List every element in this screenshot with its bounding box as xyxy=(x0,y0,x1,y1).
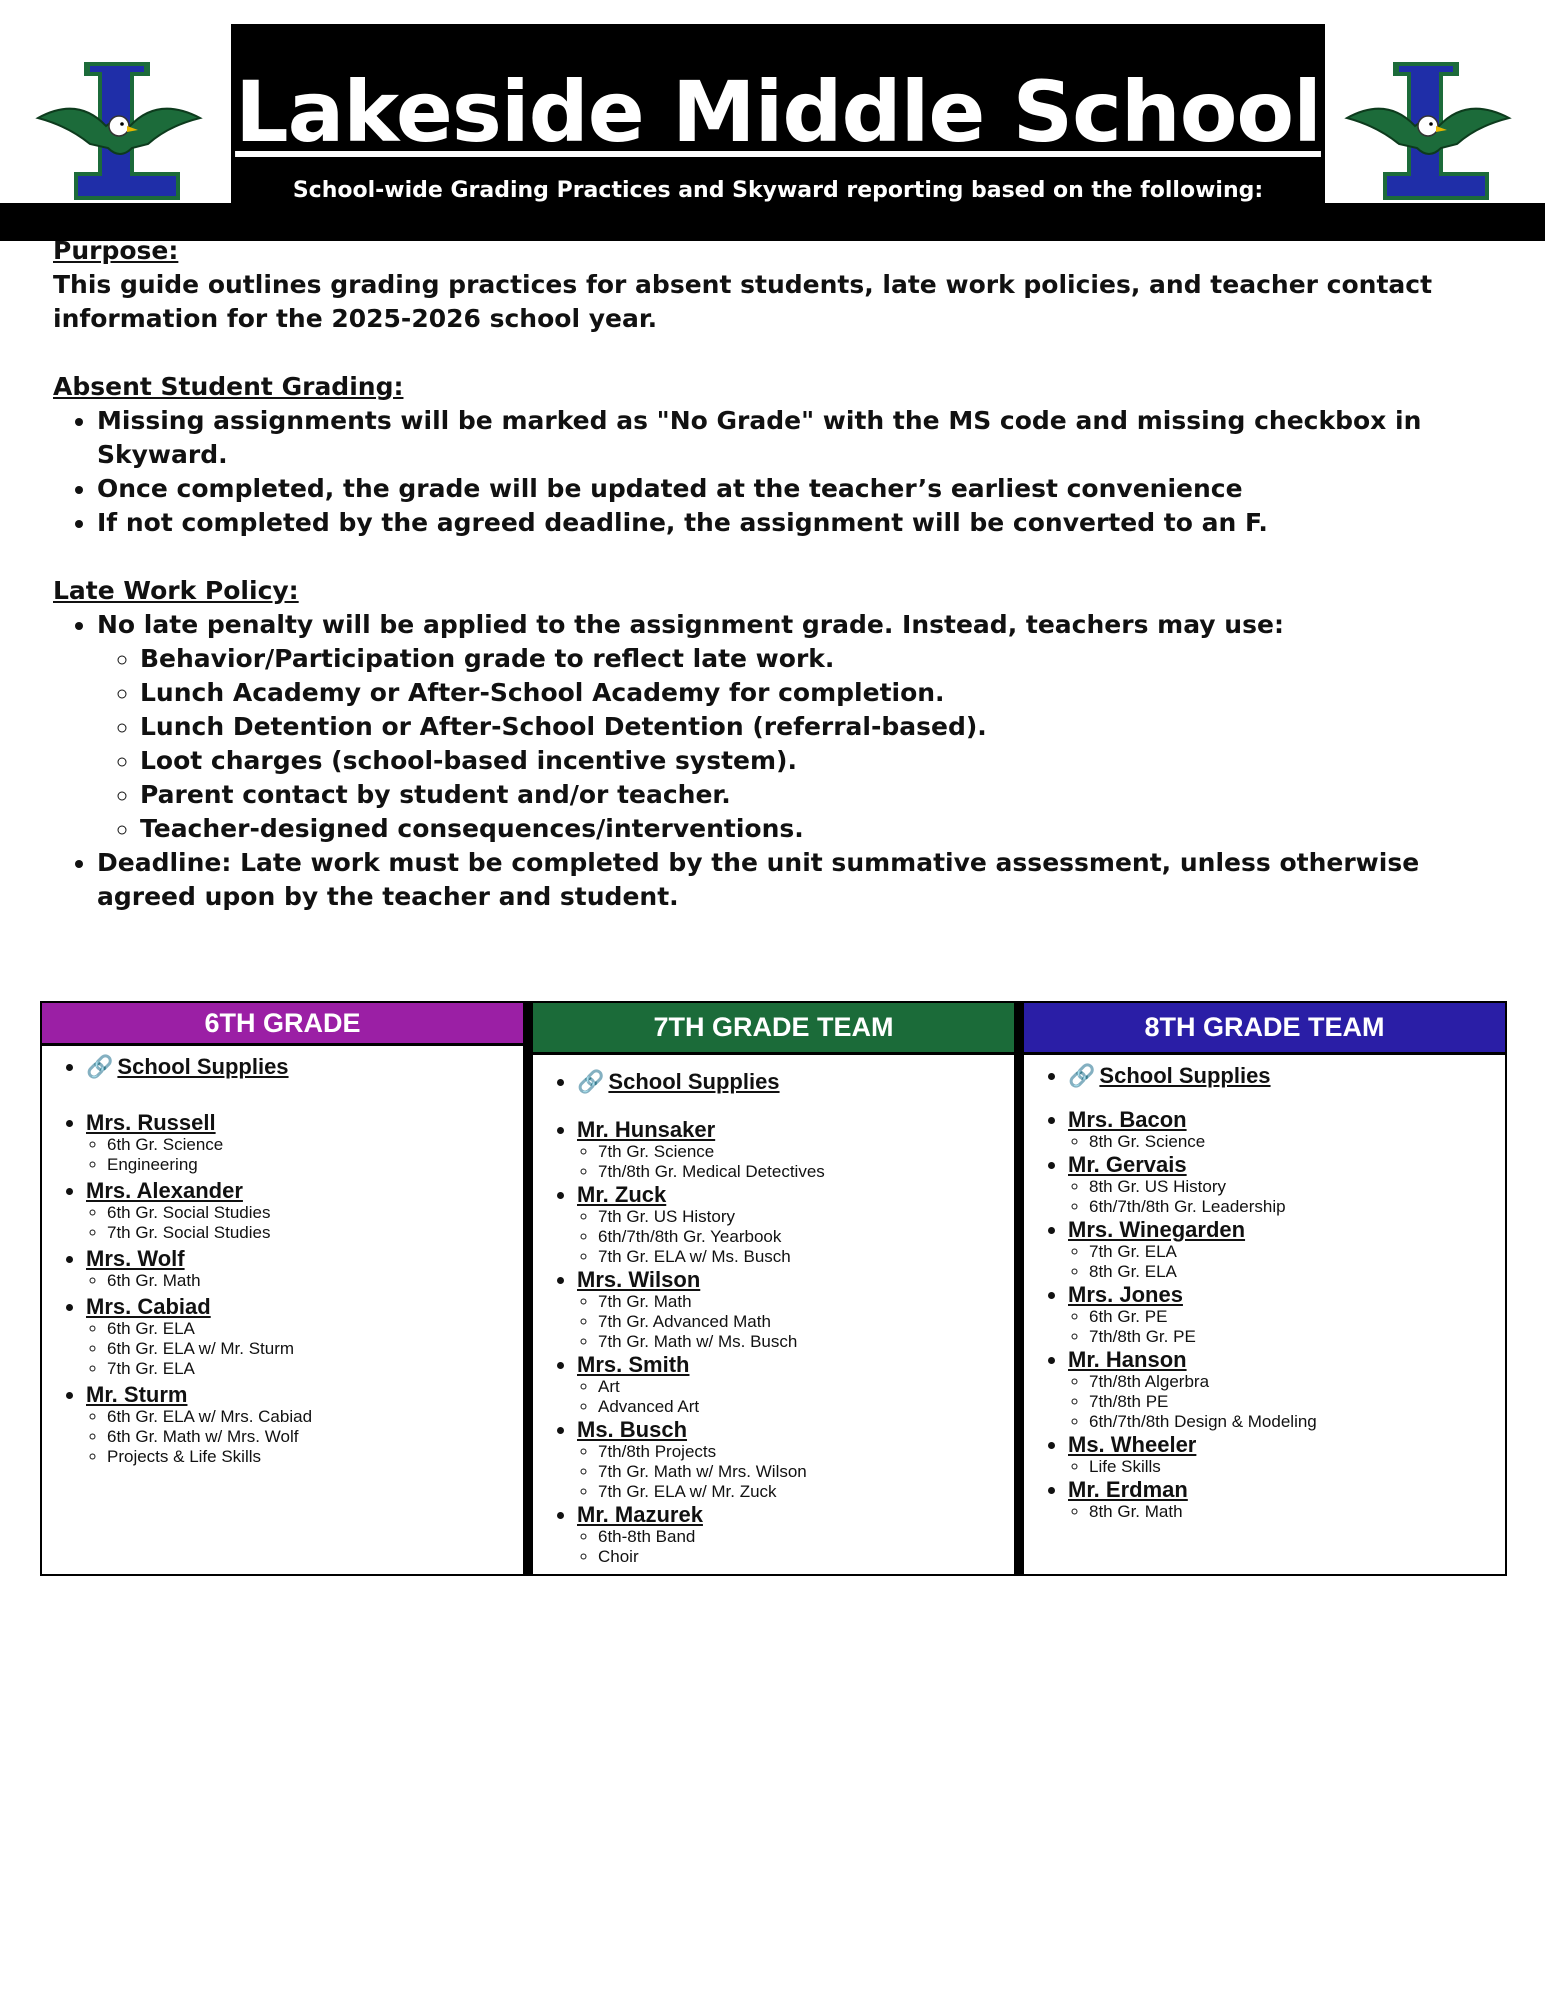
class-item: ◦ 6th/7th/8th Design & Modeling xyxy=(1089,1412,1495,1432)
class-item: ◦ 7th Gr. ELA w/ Mr. Zuck xyxy=(598,1482,1004,1502)
teacher-item xyxy=(577,1417,1004,1502)
grade-teams-table xyxy=(40,1001,1507,1576)
class-item: ◦ 7th Gr. Math xyxy=(598,1292,1004,1312)
class-item: ◦ 7th Gr. Social Studies xyxy=(107,1223,513,1243)
page-title: Lakeside Middle School xyxy=(235,63,1321,161)
teacher-item xyxy=(86,1246,513,1291)
teacher-name-link[interactable]: Mr. Gervais xyxy=(1068,1152,1187,1177)
class-item: ◦ 7th/8th Gr. PE xyxy=(1089,1327,1495,1347)
class-item: ◦ 6th-8th Band xyxy=(598,1527,1004,1547)
class-item: ◦ 7th/8th PE xyxy=(1089,1392,1495,1412)
grade-6-column xyxy=(42,1003,525,1574)
class-item: ◦ 8th Gr. ELA xyxy=(1089,1262,1495,1282)
teacher-name-link[interactable]: Mrs. Alexander xyxy=(86,1178,243,1203)
class-item: ◦ 6th Gr. Math xyxy=(107,1271,513,1291)
teacher-item xyxy=(1068,1217,1495,1282)
late-heading: Late Work Policy: xyxy=(53,576,299,605)
list-item: ◦ Teacher-designed consequences/interventions. xyxy=(140,812,1513,846)
class-item: ◦ 6th Gr. Social Studies xyxy=(107,1203,513,1223)
class-item: ◦ Life Skills xyxy=(1089,1457,1495,1477)
school-supplies-link[interactable] xyxy=(1068,1063,1495,1089)
list-item: ◦ Lunch Academy or After-School Academy for completion. xyxy=(140,676,1513,710)
purpose-text: This guide outlines grading practices for absent students, late work policies, and teacher contact information for the 2025-2026 school year. xyxy=(53,270,1433,333)
teacher-item xyxy=(1068,1432,1495,1477)
school-supplies-link[interactable] xyxy=(577,1069,1004,1095)
link-icon: 🔗 xyxy=(1068,1063,1096,1088)
list-item xyxy=(97,608,1513,846)
teacher-item xyxy=(577,1352,1004,1417)
class-item: ◦ 6th Gr. ELA w/ Mr. Sturm xyxy=(107,1339,513,1359)
school-supplies-label[interactable]: School Supplies xyxy=(1099,1063,1271,1088)
teacher-name-link[interactable]: Mrs. Wolf xyxy=(86,1246,185,1271)
school-logo-eagle-icon xyxy=(1337,56,1517,206)
teacher-item xyxy=(86,1382,513,1467)
teacher-name-link[interactable]: Mrs. Jones xyxy=(1068,1282,1183,1307)
grade-8-header: 8TH GRADE TEAM xyxy=(1024,1003,1505,1055)
grade-6-header: 6TH GRADE xyxy=(42,1003,523,1046)
teacher-name-link[interactable]: Mrs. Wilson xyxy=(577,1267,701,1292)
class-item: ◦ 7th Gr. US History xyxy=(598,1207,1004,1227)
list-item: ◦ Behavior/Participation grade to reflect late work. xyxy=(140,642,1513,676)
teacher-name-link[interactable]: Mr. Erdman xyxy=(1068,1477,1188,1502)
teacher-name-link[interactable]: Mrs. Bacon xyxy=(1068,1107,1187,1132)
purpose-heading: Purpose: xyxy=(53,236,179,265)
class-item: ◦ Engineering xyxy=(107,1155,513,1175)
class-item: ◦ 7th Gr. Science xyxy=(598,1142,1004,1162)
page-subtitle: School-wide Grading Practices and Skyward reporting based on the following: xyxy=(292,178,1264,203)
list-item: • Deadline: Late work must be completed by the unit summative assessment, unless otherwise agreed upon by the teacher and student. xyxy=(97,846,1513,914)
late-list xyxy=(53,608,1513,914)
grade-6-list xyxy=(56,1054,513,1467)
class-item: ◦ 7th Gr. ELA xyxy=(1089,1242,1495,1262)
teacher-name-link[interactable]: Mr. Zuck xyxy=(577,1182,667,1207)
class-item: ◦ 8th Gr. Math xyxy=(1089,1502,1495,1522)
class-item: ◦ 8th Gr. Science xyxy=(1089,1132,1495,1152)
grade-7-list xyxy=(547,1069,1004,1567)
list-item: ◦ Parent contact by student and/or teacher. xyxy=(140,778,1513,812)
class-item: ◦ Advanced Art xyxy=(598,1397,1004,1417)
list-item: ◦ Loot charges (school-based incentive system). xyxy=(140,744,1513,778)
teacher-name-link[interactable]: Mr. Sturm xyxy=(86,1382,188,1407)
class-item: ◦ 8th Gr. US History xyxy=(1089,1177,1495,1197)
class-item: ◦ 7th/8th Gr. Medical Detectives xyxy=(598,1162,1004,1182)
class-item: ◦ 6th Gr. Science xyxy=(107,1135,513,1155)
teacher-item xyxy=(577,1267,1004,1352)
school-logo-eagle-icon xyxy=(28,56,208,206)
teacher-name-link[interactable]: Mr. Hanson xyxy=(1068,1347,1187,1372)
class-item: ◦ Art xyxy=(598,1377,1004,1397)
class-item: ◦ 7th Gr. ELA w/ Ms. Busch xyxy=(598,1247,1004,1267)
teacher-item xyxy=(1068,1477,1495,1522)
class-item: ◦ 6th Gr. ELA w/ Mrs. Cabiad xyxy=(107,1407,513,1427)
teacher-item xyxy=(577,1502,1004,1567)
teacher-item xyxy=(86,1110,513,1175)
teacher-item xyxy=(86,1294,513,1379)
school-supplies-label[interactable]: School Supplies xyxy=(608,1069,780,1094)
teacher-item xyxy=(1068,1282,1495,1347)
grade-7-column xyxy=(531,1003,1016,1574)
class-item: ◦ 7th Gr. Math w/ Ms. Busch xyxy=(598,1332,1004,1352)
late-options-list xyxy=(97,642,1513,846)
teacher-name-link[interactable]: Mr. Hunsaker xyxy=(577,1117,716,1142)
class-item: ◦ Projects & Life Skills xyxy=(107,1447,513,1467)
class-item: ◦ 6th/7th/8th Gr. Yearbook xyxy=(598,1227,1004,1247)
class-item: ◦ 7th Gr. ELA xyxy=(107,1359,513,1379)
teacher-name-link[interactable]: Mrs. Winegarden xyxy=(1068,1217,1246,1242)
late-intro: No late penalty will be applied to the assignment grade. Instead, teachers may use: xyxy=(97,610,1284,639)
link-icon: 🔗 xyxy=(86,1054,114,1079)
list-item: • If not completed by the agreed deadline, the assignment will be converted to an F. xyxy=(97,506,1513,540)
class-item: ◦ 6th Gr. PE xyxy=(1089,1307,1495,1327)
teacher-name-link[interactable]: Mrs. Russell xyxy=(86,1110,216,1135)
class-item: ◦ 7th Gr. Math w/ Mrs. Wilson xyxy=(598,1462,1004,1482)
absent-list xyxy=(53,404,1513,540)
policy-section xyxy=(53,234,1513,914)
teacher-name-link[interactable]: Mrs. Cabiad xyxy=(86,1294,211,1319)
list-item: ◦ Lunch Detention or After-School Detention (referral-based). xyxy=(140,710,1513,744)
teacher-name-link[interactable]: Ms. Busch xyxy=(577,1417,688,1442)
grade-8-list xyxy=(1038,1063,1495,1522)
school-supplies-label[interactable]: School Supplies xyxy=(117,1054,289,1079)
teacher-item xyxy=(1068,1152,1495,1217)
class-item: ◦ 7th/8th Projects xyxy=(598,1442,1004,1462)
teacher-item xyxy=(1068,1107,1495,1152)
teacher-name-link[interactable]: Mrs. Smith xyxy=(577,1352,690,1377)
list-item: • Once completed, the grade will be updated at the teacher’s earliest convenience xyxy=(97,472,1513,506)
teacher-name-link[interactable]: Mr. Mazurek xyxy=(577,1502,703,1527)
teacher-item xyxy=(577,1182,1004,1267)
title-banner xyxy=(231,24,1325,204)
absent-heading: Absent Student Grading: xyxy=(53,372,404,401)
teacher-item xyxy=(577,1117,1004,1182)
school-supplies-link[interactable] xyxy=(86,1054,513,1080)
teacher-item xyxy=(86,1178,513,1243)
link-icon: 🔗 xyxy=(577,1069,605,1094)
class-item: ◦ 7th/8th Algerbra xyxy=(1089,1372,1495,1392)
list-item: • Missing assignments will be marked as "No Grade" with the MS code and missing checkbox in Skyward. xyxy=(97,404,1513,472)
class-item: ◦ 6th Gr. Math w/ Mrs. Wolf xyxy=(107,1427,513,1447)
grade-7-header: 7TH GRADE TEAM xyxy=(533,1003,1014,1055)
class-item: ◦ Choir xyxy=(598,1547,1004,1567)
teacher-name-link[interactable]: Ms. Wheeler xyxy=(1068,1432,1197,1457)
grade-8-column xyxy=(1022,1003,1505,1574)
teacher-item xyxy=(1068,1347,1495,1432)
class-item: ◦ 7th Gr. Advanced Math xyxy=(598,1312,1004,1332)
class-item: ◦ 6th/7th/8th Gr. Leadership xyxy=(1089,1197,1495,1217)
class-item: ◦ 6th Gr. ELA xyxy=(107,1319,513,1339)
